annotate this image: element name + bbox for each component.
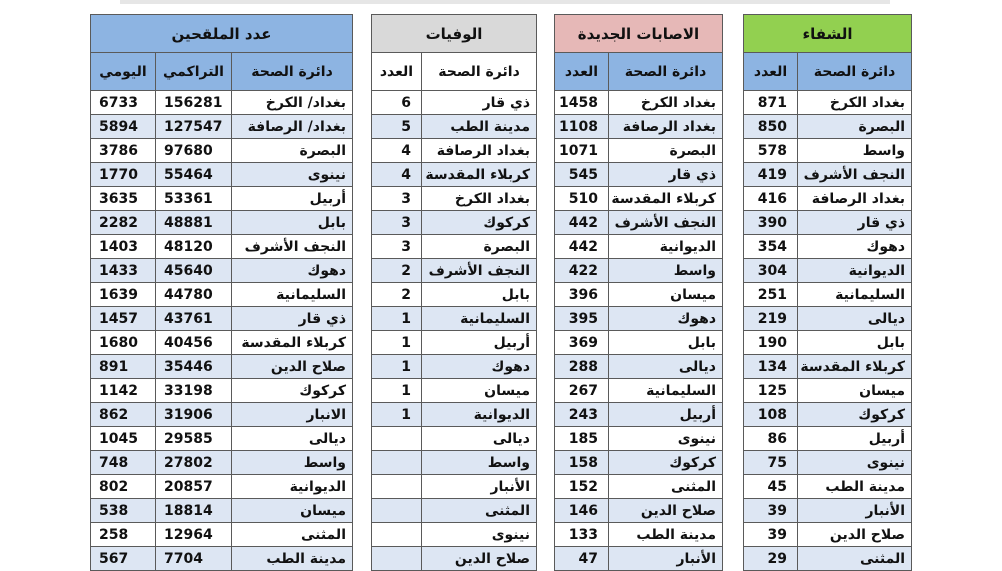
daily-cell: 1433 — [91, 259, 156, 283]
directorate-cell: الديوانية — [609, 235, 723, 259]
directorate-cell: السليمانية — [609, 379, 723, 403]
directorate-cell: الأنبار — [422, 475, 537, 499]
count-cell — [372, 547, 422, 571]
table-row — [744, 283, 912, 307]
table-row — [744, 331, 912, 355]
table-row — [372, 427, 537, 451]
count-cell: 29 — [744, 547, 798, 571]
count-cell: 1 — [372, 355, 422, 379]
directorate-cell: كربلاء المقدسة — [798, 355, 912, 379]
daily-cell: 258 — [91, 523, 156, 547]
count-cell: 288 — [555, 355, 609, 379]
directorate-cell: بابل — [232, 211, 353, 235]
directorate-cell: نينوى — [232, 163, 353, 187]
directorate-cell: صلاح الدين — [798, 523, 912, 547]
count-cell: 158 — [555, 451, 609, 475]
count-cell: 86 — [744, 427, 798, 451]
new-cases-header-count: العدد — [555, 53, 609, 91]
daily-cell: 1680 — [91, 331, 156, 355]
cumulative-cell: 18814 — [156, 499, 232, 523]
directorate-cell: دهوك — [609, 307, 723, 331]
count-cell: 1 — [372, 379, 422, 403]
table-row — [744, 115, 912, 139]
count-cell: 45 — [744, 475, 798, 499]
table-row — [555, 235, 723, 259]
count-cell: 185 — [555, 427, 609, 451]
count-cell: 134 — [744, 355, 798, 379]
count-cell: 39 — [744, 499, 798, 523]
cumulative-cell: 7704 — [156, 547, 232, 571]
cumulative-cell: 33198 — [156, 379, 232, 403]
deaths-table — [371, 14, 537, 571]
new-cases-title: الاصابات الجديدة — [555, 15, 723, 53]
table-row — [555, 259, 723, 283]
count-cell: 578 — [744, 139, 798, 163]
directorate-cell: ذي قار — [422, 91, 537, 115]
table-row — [91, 547, 353, 571]
count-cell: 39 — [744, 523, 798, 547]
directorate-cell: ديالى — [609, 355, 723, 379]
table-row — [744, 235, 912, 259]
directorate-cell: نينوى — [798, 451, 912, 475]
vaccinated-header-name: دائرة الصحة — [232, 53, 353, 91]
vaccinated-header-cumulative: التراكمي — [156, 53, 232, 91]
table-row — [372, 283, 537, 307]
count-cell: 442 — [555, 235, 609, 259]
count-cell: 510 — [555, 187, 609, 211]
deaths-header-count: العدد — [372, 53, 422, 91]
table-row — [91, 523, 353, 547]
vaccinated-rows — [91, 91, 353, 571]
count-cell: 251 — [744, 283, 798, 307]
directorate-cell: الديوانية — [798, 259, 912, 283]
table-row — [372, 379, 537, 403]
table-row — [744, 307, 912, 331]
directorate-cell: بابل — [422, 283, 537, 307]
table-row — [555, 523, 723, 547]
directorate-cell: مدينة الطب — [609, 523, 723, 547]
directorate-cell: صلاح الدين — [422, 547, 537, 571]
count-cell: 2 — [372, 283, 422, 307]
vaccinated-header-daily: اليومي — [91, 53, 156, 91]
count-cell: 4 — [372, 139, 422, 163]
count-cell: 2 — [372, 259, 422, 283]
table-row — [372, 139, 537, 163]
count-cell: 190 — [744, 331, 798, 355]
directorate-cell: الديوانية — [232, 475, 353, 499]
count-cell: 3 — [372, 211, 422, 235]
table-row — [555, 475, 723, 499]
table-row — [91, 115, 353, 139]
table-row — [91, 163, 353, 187]
directorate-cell: دهوك — [422, 355, 537, 379]
table-row — [91, 475, 353, 499]
directorate-cell: البصرة — [422, 235, 537, 259]
cumulative-cell: 27802 — [156, 451, 232, 475]
cumulative-cell: 45640 — [156, 259, 232, 283]
count-cell: 6 — [372, 91, 422, 115]
table-row — [744, 403, 912, 427]
table-row — [372, 499, 537, 523]
directorate-cell: النجف الأشرف — [609, 211, 723, 235]
directorate-cell: بغداد الكرخ — [798, 91, 912, 115]
table-row — [372, 307, 537, 331]
count-cell: 133 — [555, 523, 609, 547]
table-row — [555, 355, 723, 379]
directorate-cell: بغداد الكرخ — [422, 187, 537, 211]
daily-cell: 3786 — [91, 139, 156, 163]
directorate-cell: السليمانية — [798, 283, 912, 307]
count-cell — [372, 475, 422, 499]
table-row — [372, 211, 537, 235]
daily-cell: 1457 — [91, 307, 156, 331]
table-row — [555, 379, 723, 403]
new-cases-header-name: دائرة الصحة — [609, 53, 723, 91]
count-cell: 152 — [555, 475, 609, 499]
directorate-cell: السليمانية — [422, 307, 537, 331]
directorate-cell: الانبار — [232, 403, 353, 427]
count-cell — [372, 427, 422, 451]
table-row — [91, 211, 353, 235]
cumulative-cell: 20857 — [156, 475, 232, 499]
table-row — [555, 211, 723, 235]
table-row — [744, 451, 912, 475]
directorate-cell: ميسان — [232, 499, 353, 523]
cumulative-cell: 53361 — [156, 187, 232, 211]
table-row — [744, 259, 912, 283]
table-row — [555, 403, 723, 427]
recovery-header-name: دائرة الصحة — [798, 53, 912, 91]
directorate-cell: ديالى — [422, 427, 537, 451]
cumulative-cell: 29585 — [156, 427, 232, 451]
directorate-cell: بغداد الكرخ — [609, 91, 723, 115]
table-row — [372, 91, 537, 115]
cumulative-cell: 40456 — [156, 331, 232, 355]
new-cases-table — [554, 14, 723, 571]
directorate-cell: صلاح الدين — [609, 499, 723, 523]
directorate-cell: المثنى — [422, 499, 537, 523]
daily-cell: 567 — [91, 547, 156, 571]
daily-cell: 1639 — [91, 283, 156, 307]
table-row — [372, 235, 537, 259]
cumulative-cell: 12964 — [156, 523, 232, 547]
daily-cell: 6733 — [91, 91, 156, 115]
directorate-cell: الأنبار — [609, 547, 723, 571]
directorate-cell: كركوك — [232, 379, 353, 403]
directorate-cell: أربيل — [798, 427, 912, 451]
count-cell: 354 — [744, 235, 798, 259]
table-row — [372, 523, 537, 547]
table-row — [744, 211, 912, 235]
daily-cell: 748 — [91, 451, 156, 475]
count-cell: 1 — [372, 307, 422, 331]
table-row — [555, 547, 723, 571]
directorate-cell: البصرة — [232, 139, 353, 163]
recovery-title: الشفاء — [744, 15, 912, 53]
cumulative-cell: 97680 — [156, 139, 232, 163]
directorate-cell: بابل — [609, 331, 723, 355]
table-row — [555, 283, 723, 307]
count-cell: 442 — [555, 211, 609, 235]
count-cell: 369 — [555, 331, 609, 355]
directorate-cell: أربيل — [422, 331, 537, 355]
vaccinated-table — [90, 14, 353, 571]
directorate-cell: أربيل — [232, 187, 353, 211]
directorate-cell: المثنى — [609, 475, 723, 499]
directorate-cell: ميسان — [798, 379, 912, 403]
directorate-cell: واسط — [232, 451, 353, 475]
count-cell: 395 — [555, 307, 609, 331]
table-row — [372, 355, 537, 379]
directorate-cell: ميسان — [609, 283, 723, 307]
count-cell — [372, 451, 422, 475]
directorate-cell: نينوى — [609, 427, 723, 451]
directorate-cell: كركوك — [798, 403, 912, 427]
count-cell — [372, 499, 422, 523]
table-row — [91, 451, 353, 475]
table-row — [91, 259, 353, 283]
directorate-cell: كربلاء المقدسة — [232, 331, 353, 355]
directorate-cell: البصرة — [609, 139, 723, 163]
table-row — [372, 163, 537, 187]
cumulative-cell: 48881 — [156, 211, 232, 235]
directorate-cell: كركوك — [422, 211, 537, 235]
daily-cell: 5894 — [91, 115, 156, 139]
table-row — [91, 283, 353, 307]
directorate-cell: كربلاء المقدسة — [422, 163, 537, 187]
directorate-cell: مدينة الطب — [232, 547, 353, 571]
deaths-title: الوفيات — [372, 15, 537, 53]
directorate-cell: ميسان — [422, 379, 537, 403]
directorate-cell: واسط — [609, 259, 723, 283]
cumulative-cell: 44780 — [156, 283, 232, 307]
count-cell: 416 — [744, 187, 798, 211]
directorate-cell: النجف الأشرف — [798, 163, 912, 187]
table-row — [372, 259, 537, 283]
table-row — [91, 235, 353, 259]
count-cell: 1108 — [555, 115, 609, 139]
directorate-cell: ديالى — [798, 307, 912, 331]
count-cell: 545 — [555, 163, 609, 187]
directorate-cell: كركوك — [609, 451, 723, 475]
table-row — [91, 427, 353, 451]
daily-cell: 1770 — [91, 163, 156, 187]
directorate-cell: النجف الأشرف — [422, 259, 537, 283]
table-row — [744, 427, 912, 451]
table-row — [372, 403, 537, 427]
directorate-cell: نينوى — [422, 523, 537, 547]
table-row — [372, 331, 537, 355]
table-row — [372, 475, 537, 499]
deaths-header-name: دائرة الصحة — [422, 53, 537, 91]
directorate-cell: مدينة الطب — [422, 115, 537, 139]
table-row — [91, 307, 353, 331]
count-cell: 396 — [555, 283, 609, 307]
table-row — [91, 331, 353, 355]
daily-cell: 862 — [91, 403, 156, 427]
directorate-cell: بغداد/ الكرخ — [232, 91, 353, 115]
table-row — [91, 139, 353, 163]
table-row — [744, 499, 912, 523]
table-row — [91, 355, 353, 379]
cumulative-cell: 35446 — [156, 355, 232, 379]
table-row — [372, 451, 537, 475]
count-cell: 850 — [744, 115, 798, 139]
table-row — [91, 403, 353, 427]
count-cell: 3 — [372, 235, 422, 259]
directorate-cell: صلاح الدين — [232, 355, 353, 379]
directorate-cell: ذي قار — [798, 211, 912, 235]
directorate-cell: بغداد/ الرصافة — [232, 115, 353, 139]
table-row — [555, 139, 723, 163]
table-row — [744, 91, 912, 115]
table-row — [744, 187, 912, 211]
vaccinated-title: عدد الملقحين — [91, 15, 353, 53]
daily-cell: 1403 — [91, 235, 156, 259]
table-row — [555, 115, 723, 139]
directorate-cell: دهوك — [232, 259, 353, 283]
directorate-cell: السليمانية — [232, 283, 353, 307]
table-row — [91, 187, 353, 211]
count-cell: 4 — [372, 163, 422, 187]
count-cell — [372, 523, 422, 547]
directorate-cell: بغداد الرصافة — [798, 187, 912, 211]
cumulative-cell: 31906 — [156, 403, 232, 427]
directorate-cell: الأنبار — [798, 499, 912, 523]
directorate-cell: البصرة — [798, 115, 912, 139]
directorate-cell: دهوك — [798, 235, 912, 259]
directorate-cell: واسط — [422, 451, 537, 475]
count-cell: 75 — [744, 451, 798, 475]
count-cell: 422 — [555, 259, 609, 283]
directorate-cell: كربلاء المقدسة — [609, 187, 723, 211]
directorate-cell: ذي قار — [609, 163, 723, 187]
table-row — [744, 547, 912, 571]
count-cell: 1071 — [555, 139, 609, 163]
daily-cell: 1142 — [91, 379, 156, 403]
count-cell: 1458 — [555, 91, 609, 115]
directorate-cell: ذي قار — [232, 307, 353, 331]
directorate-cell: واسط — [798, 139, 912, 163]
count-cell: 390 — [744, 211, 798, 235]
table-row — [744, 475, 912, 499]
table-row — [744, 379, 912, 403]
table-row — [91, 91, 353, 115]
new-cases-rows — [555, 91, 723, 571]
count-cell: 871 — [744, 91, 798, 115]
count-cell: 146 — [555, 499, 609, 523]
directorate-cell: بغداد الرصافة — [609, 115, 723, 139]
table-row — [744, 139, 912, 163]
count-cell: 3 — [372, 187, 422, 211]
page-top-border — [120, 0, 890, 4]
table-row — [555, 163, 723, 187]
cumulative-cell: 43761 — [156, 307, 232, 331]
table-row — [372, 115, 537, 139]
count-cell: 1 — [372, 331, 422, 355]
recovery-header-count: العدد — [744, 53, 798, 91]
count-cell: 125 — [744, 379, 798, 403]
table-row — [555, 187, 723, 211]
table-row — [555, 499, 723, 523]
table-row — [744, 523, 912, 547]
cumulative-cell: 156281 — [156, 91, 232, 115]
directorate-cell: ديالى — [232, 427, 353, 451]
table-row — [372, 187, 537, 211]
table-row — [91, 379, 353, 403]
daily-cell: 3635 — [91, 187, 156, 211]
daily-cell: 538 — [91, 499, 156, 523]
count-cell: 108 — [744, 403, 798, 427]
directorate-cell: أربيل — [609, 403, 723, 427]
table-row — [744, 163, 912, 187]
table-row — [555, 307, 723, 331]
daily-cell: 2282 — [91, 211, 156, 235]
directorate-cell: الديوانية — [422, 403, 537, 427]
daily-cell: 891 — [91, 355, 156, 379]
table-row — [555, 331, 723, 355]
cumulative-cell: 127547 — [156, 115, 232, 139]
daily-cell: 802 — [91, 475, 156, 499]
directorate-cell: المثنى — [798, 547, 912, 571]
cumulative-cell: 55464 — [156, 163, 232, 187]
directorate-cell: النجف الأشرف — [232, 235, 353, 259]
directorate-cell: بغداد الرصافة — [422, 139, 537, 163]
count-cell: 5 — [372, 115, 422, 139]
table-row — [555, 427, 723, 451]
count-cell: 304 — [744, 259, 798, 283]
count-cell: 419 — [744, 163, 798, 187]
recovery-rows — [744, 91, 912, 571]
count-cell: 219 — [744, 307, 798, 331]
directorate-cell: المثنى — [232, 523, 353, 547]
directorate-cell: مدينة الطب — [798, 475, 912, 499]
daily-cell: 1045 — [91, 427, 156, 451]
deaths-rows — [372, 91, 537, 571]
count-cell: 1 — [372, 403, 422, 427]
count-cell: 47 — [555, 547, 609, 571]
count-cell: 267 — [555, 379, 609, 403]
table-row — [555, 91, 723, 115]
recovery-table — [743, 14, 912, 571]
count-cell: 243 — [555, 403, 609, 427]
table-row — [555, 451, 723, 475]
table-row — [372, 547, 537, 571]
directorate-cell: بابل — [798, 331, 912, 355]
cumulative-cell: 48120 — [156, 235, 232, 259]
table-row — [744, 355, 912, 379]
table-row — [91, 499, 353, 523]
